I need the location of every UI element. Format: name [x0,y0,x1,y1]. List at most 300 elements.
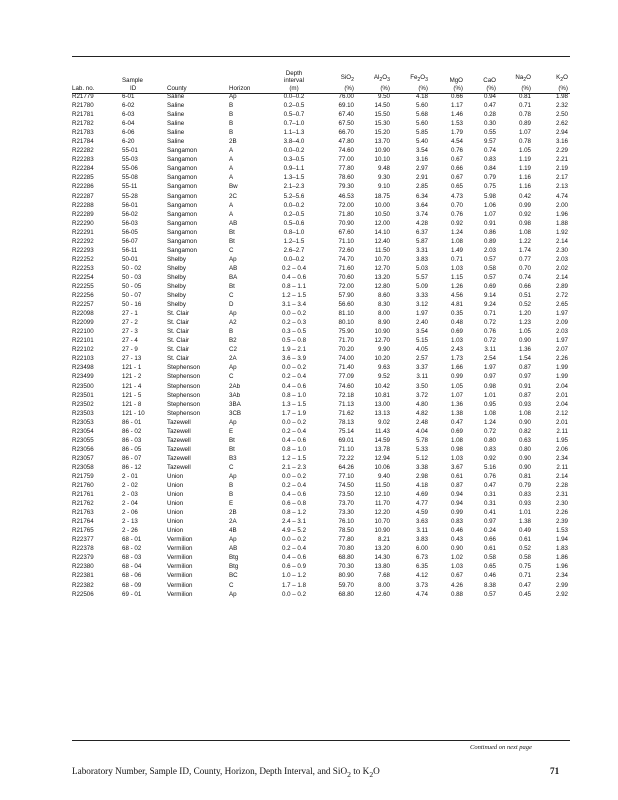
sio2-cell: 69.10 [338,102,354,110]
table-row [72,300,570,309]
county-cell: St. Clair [167,355,190,363]
k2o-cell: 1.92 [555,228,568,236]
na2o-cell: 0.45 [518,590,531,598]
mgo-cell: 1.15 [450,273,463,281]
fe2o3-cell: 6.35 [415,563,428,571]
cao-cell: 0.47 [483,482,496,490]
na2o-cell: 1.05 [518,328,531,336]
lab-no-cell: R21779 [72,93,94,100]
depth-cell: 0.2 – 0.4 [281,427,307,435]
k2o-cell: 1.98 [555,93,568,100]
fe2o3-cell: 3.37 [415,364,428,372]
cao-cell: 0.69 [483,282,496,290]
lab-no-cell: R21763 [72,509,94,517]
fe2o3-cell: 3.50 [415,382,428,390]
sio2-cell: 74.70 [338,255,354,263]
sample-id-cell: 121 - 2 [122,373,142,381]
county-cell: Saline [167,93,185,100]
cao-cell: 0.57 [483,255,496,263]
lab-no-cell: R22291 [72,228,94,236]
depth-cell: 0.6 – 0.8 [281,500,307,508]
horizon-cell: AB [229,264,238,272]
county-cell: Sangamon [167,183,197,191]
al2o3-cell: 12.70 [374,337,390,345]
al2o3-cell: 11.50 [374,246,390,254]
depth-cell: 0.8 – 1.0 [281,391,307,399]
al2o3-cell: 10.90 [374,527,390,535]
horizon-cell: A [229,174,234,182]
na2o-cell: 0.98 [518,219,531,227]
fe2o3-cell: 5.78 [415,436,428,444]
cao-cell: 0.61 [483,545,496,553]
county-cell: Vermilion [167,554,193,562]
depth-cell: 0.8 – 1.1 [281,282,307,290]
horizon-cell: 3CB [229,409,242,417]
mgo-cell: 2.43 [450,346,463,354]
lab-no-cell: R23502 [72,400,94,408]
mgo-cell: 0.83 [450,518,463,526]
fe2o3-cell: 3.54 [415,147,428,155]
county-cell: St. Clair [167,310,190,318]
table-row [72,354,570,363]
al2o3-cell: 11.50 [374,482,390,490]
na2o-cell: 1.16 [518,174,531,182]
county-cell: Shelby [167,273,186,281]
k2o-cell: 2.02 [555,264,568,272]
cao-cell: 0.83 [483,156,496,164]
depth-cell: 0.8 – 1.0 [281,445,307,453]
k2o-cell: 2.26 [555,509,568,517]
sio2-cell: 70.20 [338,346,354,354]
sio2-cell: 78.13 [338,418,354,426]
horizon-cell: B [229,491,234,499]
al2o3-cell: 8.21 [377,536,390,544]
sample-id-cell: 68 - 06 [122,572,142,580]
table-row [72,192,570,201]
col-depth: Depth interval (m) [284,69,304,92]
lab-no-cell: R22506 [72,590,94,598]
k2o-cell: 2.30 [555,246,568,254]
table-row [72,526,570,535]
sio2-cell: 67.50 [338,120,354,128]
k2o-cell: 1.83 [555,545,568,553]
col-na2o: $Na_2O$ (%) [515,73,531,92]
continued-note: Continued on next page [470,744,532,751]
sample-id-cell: 56-05 [122,228,138,236]
depth-cell: 0.5–0.7 [283,111,305,119]
mgo-cell: 0.61 [450,472,463,480]
depth-cell: 0.3–0.5 [283,156,305,164]
k2o-cell: 2.00 [555,201,568,209]
fe2o3-cell: 1.97 [415,310,428,318]
depth-cell: 1.2–1.5 [283,237,305,245]
na2o-cell: 0.99 [518,201,531,209]
depth-cell: 0.0 – 0.2 [281,364,307,372]
fe2o3-cell: 4.77 [415,500,428,508]
depth-cell: 2.1 – 2.3 [281,463,307,471]
al2o3-cell: 9.63 [377,364,390,372]
mgo-cell: 1.03 [450,337,463,345]
fe2o3-cell: 2.85 [415,183,428,191]
county-cell: Sangamon [167,219,197,227]
al2o3-cell: 9.02 [377,418,390,426]
sample-id-cell: 56-07 [122,237,138,245]
k2o-cell: 1.88 [555,219,568,227]
k2o-cell: 2.28 [555,482,568,490]
sio2-cell: 70.60 [338,273,354,281]
county-cell: Vermilion [167,536,193,544]
na2o-cell: 0.70 [518,264,531,272]
table-row [72,282,570,291]
table-row [72,427,570,436]
lab-no-cell: R22287 [72,192,94,200]
k2o-cell: 1.99 [555,373,568,381]
table-row [72,553,570,562]
lab-no-cell: R22102 [72,346,94,354]
lab-no-cell: R22101 [72,337,94,345]
lab-no-cell: R21764 [72,518,94,526]
county-cell: Shelby [167,282,186,290]
lab-no-cell: R21780 [72,102,94,110]
mgo-cell: 1.38 [450,409,463,417]
cao-cell: 0.58 [483,554,496,562]
fe2o3-cell: 2.57 [415,355,428,363]
county-cell: Tazewell [167,454,191,462]
mgo-cell: 3.67 [450,463,463,471]
na2o-cell: 0.71 [518,102,531,110]
fe2o3-cell: 3.12 [415,301,428,309]
table-row [72,571,570,580]
k2o-cell: 2.14 [555,472,568,480]
cao-cell: 0.86 [483,228,496,236]
mgo-cell: 1.24 [450,228,463,236]
county-cell: Vermilion [167,545,193,553]
na2o-cell: 0.80 [518,445,531,453]
cao-cell: 0.55 [483,129,496,137]
lab-no-cell: R22293 [72,246,94,254]
horizon-cell: D [229,301,234,309]
fe2o3-cell: 4.28 [415,219,428,227]
al2o3-cell: 12.00 [374,219,390,227]
sample-id-cell: 6-03 [122,111,135,119]
county-cell: Stephenson [167,400,201,408]
horizon-cell: Bt [229,228,235,236]
county-cell: St. Clair [167,337,190,345]
sio2-cell: 64.26 [338,463,354,471]
county-cell: Saline [167,138,185,146]
sio2-cell: 71.13 [338,400,354,408]
na2o-cell: 0.79 [518,482,531,490]
fe2o3-cell: 5.09 [415,282,428,290]
al2o3-cell: 8.00 [377,581,390,589]
cao-cell: 8.38 [483,581,496,589]
col-fe2o3: $Fe_2O_3$ (%) [410,73,428,92]
sio2-cell: 75.90 [338,328,354,336]
fe2o3-cell: 5.60 [415,120,428,128]
col-county: County [167,84,187,92]
bottom-rule [72,740,570,741]
al2o3-cell: 11.70 [374,500,390,508]
table-row [72,119,570,128]
horizon-cell: Btg [229,554,239,562]
fe2o3-cell: 3.33 [415,292,428,300]
horizon-cell: C [229,463,234,471]
mgo-cell: 0.71 [450,255,463,263]
fe2o3-cell: 3.73 [415,581,428,589]
horizon-cell: B3 [229,454,237,462]
sample-id-cell: 6-02 [122,102,135,110]
mgo-cell: 0.48 [450,319,463,327]
sample-id-cell: 27 - 1 [122,310,138,318]
fe2o3-cell: 6.00 [415,545,428,553]
county-cell: Vermilion [167,563,193,571]
county-cell: St. Clair [167,319,190,327]
sio2-cell: 73.30 [338,509,354,517]
cao-cell: 1.06 [483,201,496,209]
fe2o3-cell: 3.54 [415,328,428,336]
fe2o3-cell: 5.12 [415,454,428,462]
na2o-cell: 1.54 [518,355,531,363]
fe2o3-cell: 6.37 [415,228,428,236]
sample-id-cell: 2 - 26 [122,527,138,535]
sio2-cell: 72.22 [338,454,354,462]
lab-no-cell: R21782 [72,120,94,128]
na2o-cell: 0.77 [518,255,531,263]
fe2o3-cell: 6.34 [415,192,428,200]
mgo-cell: 0.67 [450,572,463,580]
sio2-cell: 81.10 [338,310,354,318]
depth-cell: 1.3–1.5 [283,174,305,182]
na2o-cell: 0.90 [518,418,531,426]
al2o3-cell: 9.52 [377,373,390,381]
al2o3-cell: 13.00 [374,400,390,408]
na2o-cell: 0.75 [518,563,531,571]
fe2o3-cell: 3.74 [415,210,428,218]
cao-cell: 9.24 [483,301,496,309]
horizon-cell: Ap [229,418,237,426]
fe2o3-cell: 3.83 [415,255,428,263]
na2o-cell: 0.97 [518,373,531,381]
horizon-cell: Bt [229,436,235,444]
horizon-cell: A [229,156,234,164]
depth-cell: 1.2 – 1.5 [281,454,307,462]
table-row [72,562,570,571]
horizon-cell: 3BA [229,400,241,408]
sio2-cell: 78.50 [338,527,354,535]
al2o3-cell: 12.70 [374,264,390,272]
depth-cell: 4.9 – 5.2 [281,527,307,535]
page-number: 71 [550,766,560,776]
county-cell: Shelby [167,264,186,272]
county-cell: Stephenson [167,373,201,381]
depth-cell: 0.2 – 0.4 [281,482,307,490]
k2o-cell: 2.62 [555,120,568,128]
county-cell: Shelby [167,292,186,300]
county-cell: Stephenson [167,382,201,390]
lab-no-cell: R23058 [72,463,94,471]
sio2-cell: 71.60 [338,264,354,272]
table-row [72,508,570,517]
table-row [72,201,570,210]
sio2-cell: 72.60 [338,246,354,254]
sample-id-cell: 86 - 02 [122,427,142,435]
col-lab-no: Lab. no. [72,84,95,92]
k2o-cell: 2.11 [556,427,568,435]
table-row [72,481,570,490]
al2o3-cell: 15.30 [374,120,390,128]
fe2o3-cell: 3.16 [415,156,428,164]
fe2o3-cell: 4.12 [415,572,428,580]
county-cell: Stephenson [167,364,201,372]
sample-id-cell: 55-03 [122,156,138,164]
depth-cell: 0.0–0.2 [283,201,305,209]
county-cell: Tazewell [167,463,191,471]
al2o3-cell: 10.50 [374,210,390,218]
fe2o3-cell: 5.40 [415,138,428,146]
k2o-cell: 2.01 [555,418,568,426]
sample-id-cell: 56-11 [122,246,138,254]
lab-no-cell: R23054 [72,427,94,435]
mgo-cell: 0.94 [450,491,463,499]
sio2-cell: 77.09 [338,373,354,381]
cao-cell: 0.98 [483,382,496,390]
horizon-cell: Ap [229,93,237,100]
mgo-cell: 1.73 [450,355,463,363]
lab-no-cell: R21762 [72,500,94,508]
sio2-cell: 71.62 [338,409,354,417]
mgo-cell: 0.99 [450,509,463,517]
county-cell: Vermilion [167,581,193,589]
fe2o3-cell: 3.83 [415,536,428,544]
al2o3-cell: 13.20 [374,273,390,281]
k2o-cell: 2.03 [555,328,568,336]
county-cell: Stephenson [167,409,201,417]
depth-cell: 0.4 – 0.6 [281,491,307,499]
depth-cell: 1.1–1.3 [283,129,305,137]
sample-id-cell: 56-02 [122,210,138,218]
depth-cell: 0.4 – 0.6 [281,554,307,562]
mgo-cell: 1.07 [450,391,463,399]
depth-cell: 2.1–2.3 [283,183,305,191]
lab-no-cell: R21781 [72,111,94,119]
lab-no-cell: R22284 [72,165,94,173]
al2o3-cell: 14.30 [374,554,390,562]
sio2-cell: 47.80 [338,138,354,146]
county-cell: Sangamon [167,201,197,209]
horizon-cell: A2 [229,319,237,327]
geochemistry-table [72,60,570,599]
mgo-cell: 1.79 [450,129,463,137]
depth-cell: 5.2–5.6 [283,192,305,200]
na2o-cell: 0.42 [518,192,531,200]
al2o3-cell: 10.81 [374,391,390,399]
cao-cell: 2.03 [483,246,496,254]
mgo-cell: 0.92 [450,219,463,227]
table-row [72,400,570,409]
county-cell: Sangamon [167,210,197,218]
mgo-cell: 4.56 [450,292,463,300]
mgo-cell: 4.54 [450,138,463,146]
sio2-cell: 71.80 [338,210,354,218]
k2o-cell: 2.31 [555,491,568,499]
horizon-cell: A [229,210,234,218]
k2o-cell: 2.29 [555,147,568,155]
table-row [72,110,570,119]
horizon-cell: Ap [229,536,237,544]
sio2-cell: 71.10 [338,237,354,245]
depth-cell: 0.2 – 0.4 [281,264,307,272]
al2o3-cell: 9.40 [377,472,390,480]
al2o3-cell: 13.78 [374,445,390,453]
horizon-cell: C2 [229,346,237,354]
k2o-cell: 2.99 [555,581,568,589]
depth-cell: 1.7 – 1.9 [281,409,307,417]
al2o3-cell: 12.94 [374,454,390,462]
horizon-cell: C [229,246,234,254]
k2o-cell: 2.72 [555,292,568,300]
lab-no-cell: R22380 [72,563,94,571]
k2o-cell: 2.89 [555,282,568,290]
county-cell: Union [167,527,184,535]
na2o-cell: 0.52 [518,545,531,553]
al2o3-cell: 12.20 [374,509,390,517]
cao-cell: 0.72 [483,337,496,345]
sample-id-cell: 86 - 01 [122,418,142,426]
sample-id-cell: 121 - 10 [122,409,145,417]
lab-no-cell: R23053 [72,418,94,426]
k2o-cell: 2.11 [556,463,568,471]
lab-no-cell: R22283 [72,156,94,164]
depth-cell: 0.2–0.5 [283,210,305,218]
na2o-cell: 0.91 [518,382,531,390]
table-row [72,101,570,110]
table-row [72,391,570,400]
na2o-cell: 0.92 [518,210,531,218]
mgo-cell: 4.26 [450,581,463,589]
cao-cell: 0.75 [483,183,496,191]
fe2o3-cell: 4.82 [415,409,428,417]
depth-cell: 0.9–1.1 [283,165,305,173]
depth-cell: 0.5 – 0.8 [281,337,307,345]
sample-id-cell: 27 - 3 [122,328,138,336]
sample-id-cell: 6-01 [122,93,135,100]
sio2-cell: 74.50 [338,482,354,490]
county-cell: Union [167,509,184,517]
mgo-cell: 4.81 [450,301,463,309]
table-row [72,155,570,164]
depth-cell: 0.2 – 0.3 [281,319,307,327]
table-row [72,445,570,454]
sample-id-cell: 121 - 4 [122,382,142,390]
horizon-cell: Bt [229,237,235,245]
lab-no-cell: R22098 [72,310,94,318]
county-cell: Sangamon [167,147,197,155]
na2o-cell: 1.38 [518,518,531,526]
table-row [72,164,570,173]
lab-no-cell: R22289 [72,210,94,218]
sample-id-cell: 55-28 [122,192,138,200]
horizon-cell: 2A [229,355,237,363]
mgo-cell: 0.46 [450,527,463,535]
sio2-cell: 77.80 [338,536,354,544]
na2o-cell: 1.08 [518,409,531,417]
mgo-cell: 4.73 [450,192,463,200]
k2o-cell: 1.95 [555,436,568,444]
table-row [72,581,570,590]
k2o-cell: 2.32 [555,102,568,110]
k2o-cell: 2.13 [555,183,568,191]
table-row [72,146,570,155]
